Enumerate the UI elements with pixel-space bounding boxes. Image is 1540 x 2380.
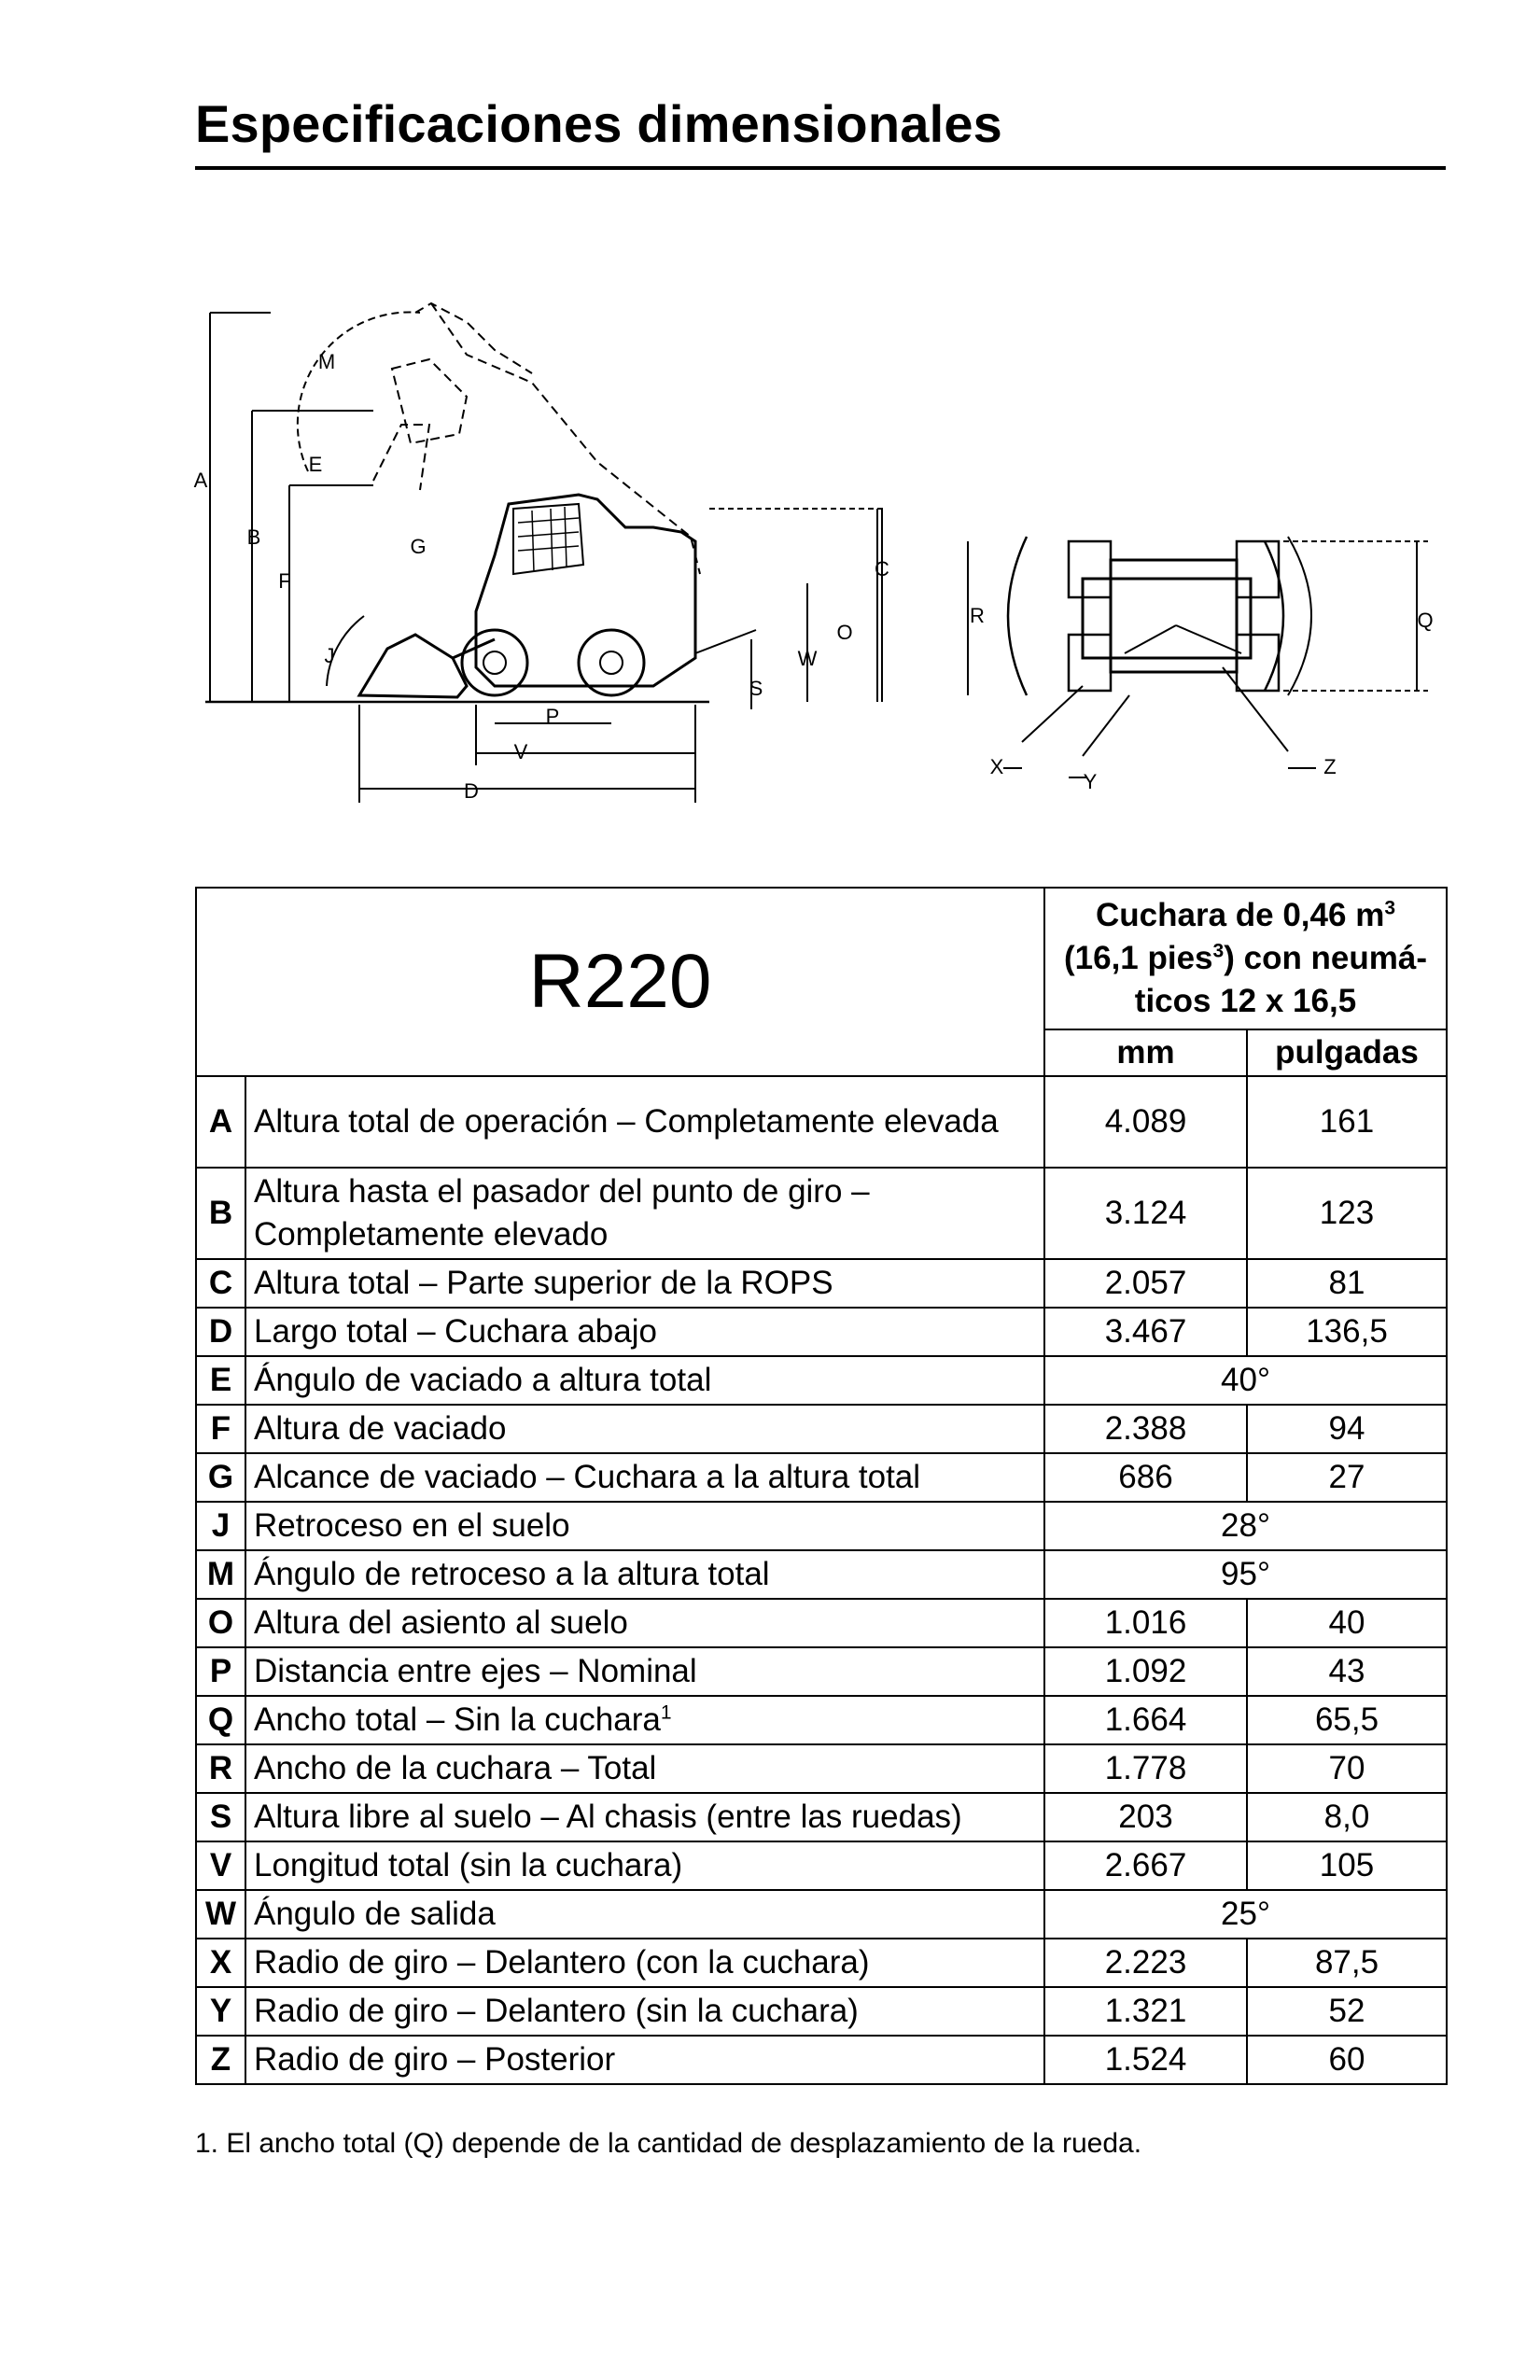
column-header-mm: mm bbox=[1044, 1029, 1247, 1076]
footnote: 1. El ancho total (Q) depende de la cantidad de desplazamiento de la rueda. bbox=[195, 2128, 1142, 2159]
row-description: Ancho total – Sin la cuchara$^1$ bbox=[245, 1696, 1044, 1744]
row-value-mm: 2.057 bbox=[1044, 1259, 1247, 1308]
label-w: W bbox=[797, 647, 818, 670]
row-description: Radio de giro – Delantero (con la cuchara) bbox=[245, 1939, 1044, 1987]
label-a: A bbox=[193, 469, 208, 492]
row-value-inches: 8,0 bbox=[1247, 1793, 1447, 1841]
page-title: Especificaciones dimensionales bbox=[195, 94, 1003, 153]
table-row bbox=[196, 1744, 1447, 1793]
table-row bbox=[196, 1076, 1447, 1168]
row-letter: E bbox=[196, 1356, 245, 1405]
label-g: G bbox=[410, 535, 427, 558]
row-value-inches: 60 bbox=[1247, 2036, 1447, 2084]
table-row bbox=[196, 1987, 1447, 2036]
label-z: Z bbox=[1323, 755, 1337, 778]
row-letter: V bbox=[196, 1841, 245, 1890]
table-row bbox=[196, 1453, 1447, 1502]
top-view-drawing bbox=[968, 537, 1428, 777]
row-letter: X bbox=[196, 1939, 245, 1987]
label-x: X bbox=[989, 755, 1004, 778]
row-description: Altura hasta el pasador del punto de giro – Completamente elevado bbox=[245, 1168, 1044, 1259]
table-row bbox=[196, 1841, 1447, 1890]
row-letter: A bbox=[196, 1076, 245, 1168]
row-value-inches: 27 bbox=[1247, 1453, 1447, 1502]
specifications-table bbox=[195, 887, 1448, 2085]
row-value-angle: 28° bbox=[1044, 1502, 1447, 1550]
label-b: B bbox=[246, 525, 261, 549]
dimension-diagram bbox=[187, 294, 1456, 826]
row-value-inches: 87,5 bbox=[1247, 1939, 1447, 1987]
table-row bbox=[196, 1599, 1447, 1647]
label-m: M bbox=[317, 350, 336, 373]
row-value-angle: 40° bbox=[1044, 1356, 1447, 1405]
table-row bbox=[196, 1168, 1447, 1259]
row-value-mm: 1.778 bbox=[1044, 1744, 1247, 1793]
row-value-mm: 1.092 bbox=[1044, 1647, 1247, 1696]
row-description: Largo total – Cuchara abajo bbox=[245, 1308, 1044, 1356]
table-row bbox=[196, 1356, 1447, 1405]
label-p: P bbox=[545, 705, 560, 728]
row-description: Ángulo de vaciado a altura total bbox=[245, 1356, 1044, 1405]
row-value-inches: 65,5 bbox=[1247, 1696, 1447, 1744]
row-letter: P bbox=[196, 1647, 245, 1696]
row-letter: S bbox=[196, 1793, 245, 1841]
row-value-mm: 1.664 bbox=[1044, 1696, 1247, 1744]
label-d: D bbox=[464, 779, 479, 803]
row-description: Ancho de la cuchara – Total bbox=[245, 1744, 1044, 1793]
table-row bbox=[196, 1696, 1447, 1744]
row-description: Altura de vaciado bbox=[245, 1405, 1044, 1453]
model-name: R220 bbox=[196, 888, 1044, 1076]
row-letter: G bbox=[196, 1453, 245, 1502]
label-r: R bbox=[970, 604, 985, 627]
row-letter: Y bbox=[196, 1987, 245, 2036]
row-value-inches: 81 bbox=[1247, 1259, 1447, 1308]
table-row bbox=[196, 1308, 1447, 1356]
row-description: Radio de giro – Posterior bbox=[245, 2036, 1044, 2084]
row-value-angle: 25° bbox=[1044, 1890, 1447, 1939]
label-v: V bbox=[513, 740, 528, 763]
row-description: Distancia entre ejes – Nominal bbox=[245, 1647, 1044, 1696]
table-row bbox=[196, 1259, 1447, 1308]
table-row bbox=[196, 1502, 1447, 1550]
table-row bbox=[196, 1405, 1447, 1453]
row-value-inches: 52 bbox=[1247, 1987, 1447, 2036]
row-letter: Z bbox=[196, 2036, 245, 2084]
row-letter: Q bbox=[196, 1696, 245, 1744]
table-row bbox=[196, 2036, 1447, 2084]
row-value-mm: 2.223 bbox=[1044, 1939, 1247, 1987]
row-letter: C bbox=[196, 1259, 245, 1308]
row-value-inches: 94 bbox=[1247, 1405, 1447, 1453]
row-value-inches: 123 bbox=[1247, 1168, 1447, 1259]
row-value-inches: 161 bbox=[1247, 1076, 1447, 1168]
row-description: Altura libre al suelo – Al chasis (entre las ruedas) bbox=[245, 1793, 1044, 1841]
row-value-inches: 105 bbox=[1247, 1841, 1447, 1890]
row-description: Altura total – Parte superior de la ROPS bbox=[245, 1259, 1044, 1308]
row-letter: W bbox=[196, 1890, 245, 1939]
row-value-mm: 3.467 bbox=[1044, 1308, 1247, 1356]
label-f: F bbox=[278, 569, 291, 593]
row-description: Ángulo de retroceso a la altura total bbox=[245, 1550, 1044, 1599]
row-letter: B bbox=[196, 1168, 245, 1259]
row-value-inches: 70 bbox=[1247, 1744, 1447, 1793]
row-letter: J bbox=[196, 1502, 245, 1550]
row-description: Alcance de vaciado – Cuchara a la altura total bbox=[245, 1453, 1044, 1502]
table-row bbox=[196, 1939, 1447, 1987]
row-value-inches: 43 bbox=[1247, 1647, 1447, 1696]
row-description: Retroceso en el suelo bbox=[245, 1502, 1044, 1550]
bucket-header: Cuchara de 0,46 $m^3$ (16,1 pies$^3$) con neumá- ticos 12 x 16,5 bbox=[1044, 888, 1447, 1029]
row-value-mm: 3.124 bbox=[1044, 1168, 1247, 1259]
row-value-mm: 686 bbox=[1044, 1453, 1247, 1502]
label-o: O bbox=[836, 621, 853, 644]
table-row bbox=[196, 1890, 1447, 1939]
row-letter: R bbox=[196, 1744, 245, 1793]
row-letter: M bbox=[196, 1550, 245, 1599]
row-value-mm: 1.524 bbox=[1044, 2036, 1247, 2084]
row-letter: D bbox=[196, 1308, 245, 1356]
label-s: S bbox=[749, 677, 763, 700]
row-letter: O bbox=[196, 1599, 245, 1647]
table-row bbox=[196, 1793, 1447, 1841]
row-value-mm: 203 bbox=[1044, 1793, 1247, 1841]
row-description: Altura total de operación – Completamente elevada bbox=[245, 1076, 1044, 1168]
row-description: Longitud total (sin la cuchara) bbox=[245, 1841, 1044, 1890]
table-row bbox=[196, 1647, 1447, 1696]
row-value-mm: 4.089 bbox=[1044, 1076, 1247, 1168]
label-e: E bbox=[308, 453, 323, 476]
row-value-mm: 1.321 bbox=[1044, 1987, 1247, 2036]
column-header-inches: pulgadas bbox=[1247, 1029, 1447, 1076]
row-letter: F bbox=[196, 1405, 245, 1453]
label-c: C bbox=[875, 557, 889, 581]
label-j: J bbox=[324, 644, 335, 667]
label-y: Y bbox=[1083, 770, 1098, 793]
label-q: Q bbox=[1417, 609, 1434, 632]
row-value-mm: 2.667 bbox=[1044, 1841, 1247, 1890]
row-description: Ángulo de salida bbox=[245, 1890, 1044, 1939]
row-value-inches: 40 bbox=[1247, 1599, 1447, 1647]
row-value-angle: 95° bbox=[1044, 1550, 1447, 1599]
table-row bbox=[196, 1550, 1447, 1599]
row-description: Radio de giro – Delantero (sin la cuchara) bbox=[245, 1987, 1044, 2036]
row-value-inches: 136,5 bbox=[1247, 1308, 1447, 1356]
row-value-mm: 1.016 bbox=[1044, 1599, 1247, 1647]
row-description: Altura del asiento al suelo bbox=[245, 1599, 1044, 1647]
title-divider bbox=[195, 166, 1446, 170]
row-value-mm: 2.388 bbox=[1044, 1405, 1247, 1453]
